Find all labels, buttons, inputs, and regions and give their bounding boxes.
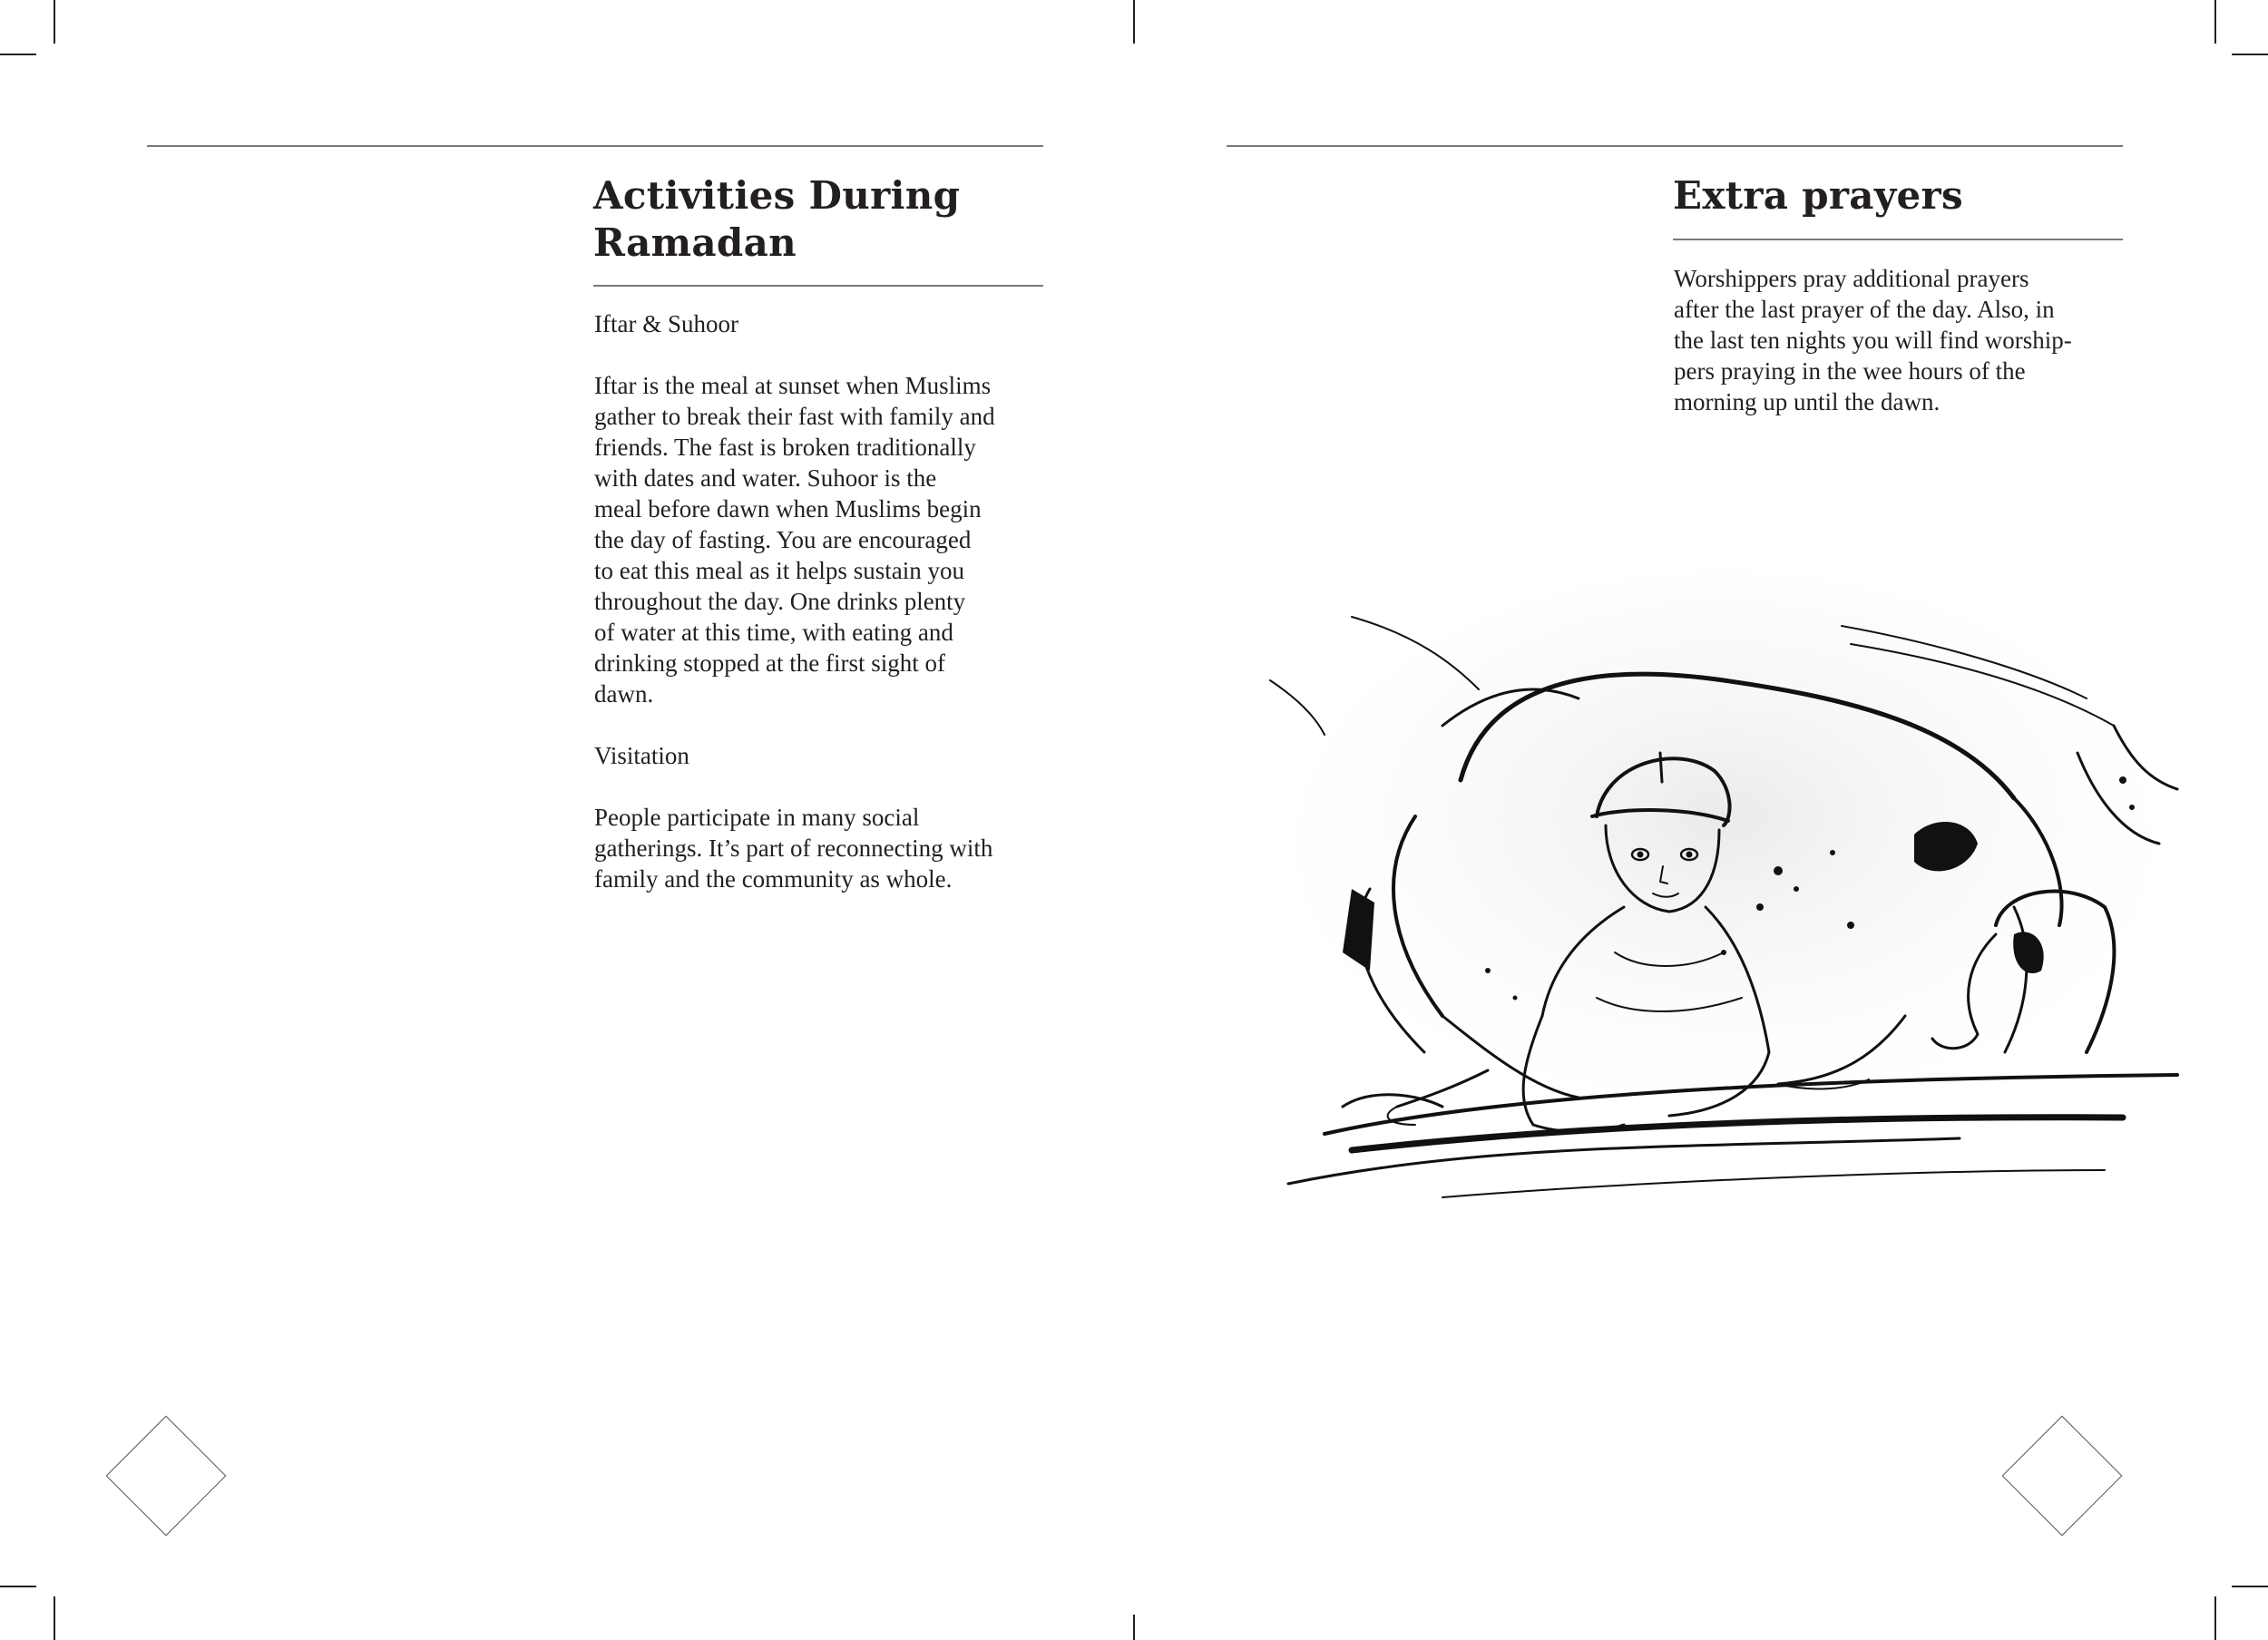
crop-mark-bottom-right <box>2214 1596 2216 1640</box>
iftar-line-9: of water at this time, with eating and <box>594 619 953 646</box>
iftar-line-4: with dates and water. Suhoor is the <box>594 464 937 492</box>
crop-mark-bottom-center <box>1133 1615 1135 1640</box>
prayers-line-4: pers praying in the wee hours of the <box>1674 357 2026 385</box>
left-heading-rule <box>593 285 1043 287</box>
left-heading-line-2: Ramadan <box>593 220 797 265</box>
iftar-line-1: Iftar is the meal at sunset when Muslims <box>594 372 992 399</box>
right-page-top-rule <box>1227 145 2123 147</box>
prayers-line-1: Worshippers pray additional prayers <box>1674 265 2029 292</box>
crop-mark-top-left-h <box>0 54 36 55</box>
crop-mark-top-right <box>2214 0 2216 44</box>
iftar-line-6: the day of fasting. You are encouraged <box>594 526 972 553</box>
crop-mark-top-left <box>54 0 55 44</box>
left-page-body <box>594 308 1066 894</box>
left-page-top-rule <box>147 145 1043 147</box>
crop-mark-bottom-left <box>54 1596 55 1640</box>
iftar-line-8: throughout the day. One drinks plenty <box>594 588 966 615</box>
right-heading-rule <box>1673 239 2123 240</box>
crop-mark-bottom-right-h <box>2232 1586 2268 1587</box>
iftar-line-10: drinking stopped at the first sight of <box>594 649 945 677</box>
left-heading-line-1: Activities During <box>593 173 961 218</box>
iftar-line-7: to eat this meal as it helps sustain you <box>594 557 964 584</box>
visitation-line-2: gatherings. It’s part of reconnecting with <box>594 835 993 862</box>
iftar-line-2: gather to break their fast with family and <box>594 403 995 430</box>
crop-mark-bottom-left-h <box>0 1586 36 1587</box>
iftar-line-5: meal before dawn when Muslims begin <box>594 495 982 522</box>
left-corner-diamond <box>106 1416 227 1537</box>
left-page-heading <box>593 172 1047 267</box>
visitation-line-1: People participate in many social <box>594 804 920 831</box>
prayers-line-2: after the last prayer of the day. Also, in <box>1674 296 2055 323</box>
right-page-body <box>1674 263 2146 417</box>
prayers-line-3: the last ten nights you will find worship- <box>1674 327 2072 354</box>
right-page-heading: Extra prayers <box>1673 173 1963 218</box>
crop-mark-top-center <box>1133 0 1135 44</box>
prayers-line-5: morning up until the dawn. <box>1674 388 1941 415</box>
right-corner-diamond <box>2002 1416 2123 1537</box>
subheading-visitation: Visitation <box>594 742 689 769</box>
visitation-line-3: family and the community as whole. <box>594 865 953 893</box>
iftar-line-3: friends. The fast is broken traditionally <box>594 434 976 461</box>
crop-mark-top-right-h <box>2232 54 2268 55</box>
subheading-iftar-suhoor: Iftar & Suhoor <box>594 310 738 337</box>
iftar-line-11: dawn. <box>594 680 654 708</box>
prayer-sketch-illustration <box>1216 544 2195 1206</box>
